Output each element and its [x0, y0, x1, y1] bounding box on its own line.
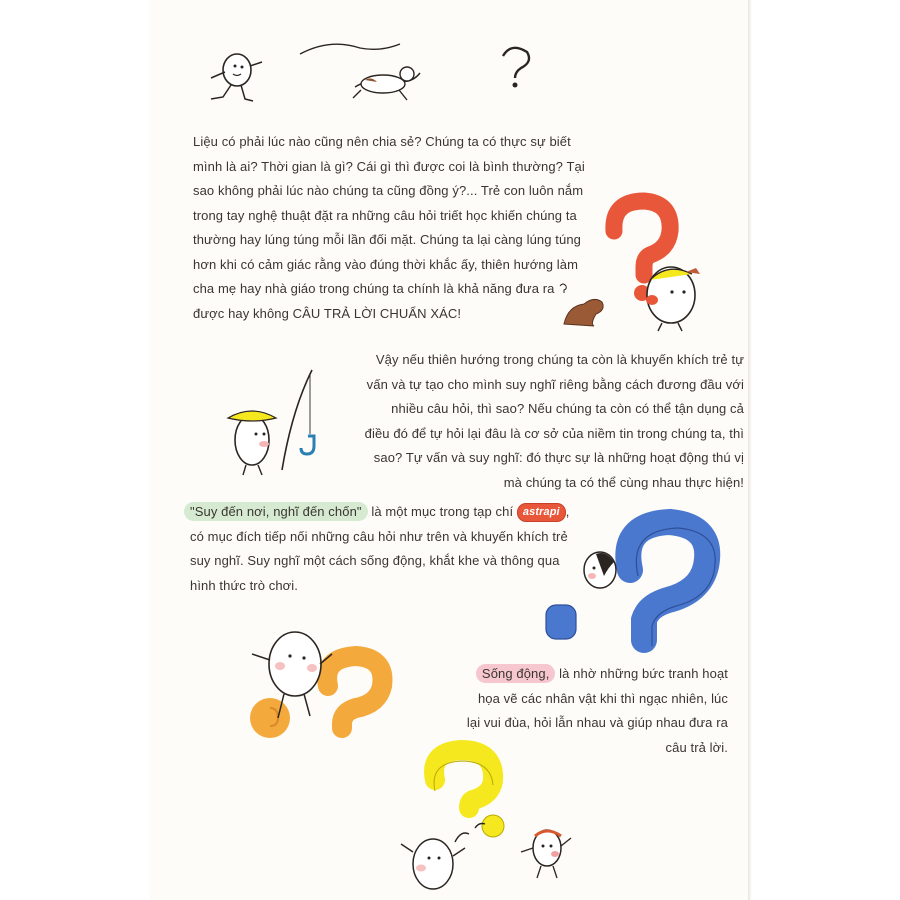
small-question-mark-icon — [493, 42, 538, 90]
astrapi-logo: astrapi — [517, 503, 566, 522]
two-eggs-icon — [395, 812, 575, 900]
paragraph-text: là nhờ những bức tranh hoạt họa vẽ các nhân vật khi thì ngạc nhiên, lúc lại vui đùa, hỏi lẫn nhau và giúp nhau đưa ra câu trả lời. — [466, 666, 728, 755]
second-paragraph: Vậy nếu thiên hướng trong chúng ta còn là khuyến khích trẻ tự vấn và tự tạo cho mình suy nghĩ riêng bằng cách đương đầu với nhiều câu hỏi, thì sao? Nếu chúng ta còn có thể tận dụng cả điều đó để tự hỏi lại đâu là cơ sở của niềm tin trong chúng ta, thì sao? Tự vấn và suy nghĩ: đó thực sự là những hoạt động thú vị mà chúng ta có thể cùng nhau thực hiện! — [364, 352, 744, 490]
intro-paragraph: Liệu có phải lúc nào cũng nên chia sẻ? Chúng ta có thực sự biết mình là ai? Thời gian là gì? Cái gì thì được coi là bình thường? Tại sao không phải lúc nào chúng ta cũng đồng ý?... Trẻ con luôn nắm trong tay nghệ thuật đặt ra những câu hỏi triết học khiến chúng ta thường hay lúng túng mỗi lần đối mặt. Chúng ta lại càng lúng túng hơn khi có cảm giác rằng vào đúng thời khắc ấy, thiên hướng làm cha mẹ hay nhà giáo trong chúng ta chính là khả năng đưa ra được hay không CÂU TRẢ LỜI CHUẨN XÁC! — [193, 134, 585, 321]
magazine-paragraph — [190, 500, 580, 598]
paragraph-text: là một mục trong tạp chí — [367, 504, 517, 519]
paragraph-text: , có mục đích tiếp nối những câu hỏi như trên và khuyến khích trẻ suy nghĩ. Suy nghĩ một cách sống động, khắt khe và thông qua hình thức trò chơi. — [190, 504, 570, 593]
blue-question-mark-icon — [540, 510, 725, 650]
running-egg-icon — [195, 50, 275, 110]
small-dog-icon — [556, 280, 611, 330]
fishing-egg-icon — [222, 362, 332, 482]
lively-highlight: Sống động, — [476, 664, 556, 683]
page-edge — [748, 0, 752, 900]
flying-dog-icon — [295, 42, 470, 107]
egg-with-cap-icon — [636, 250, 716, 335]
orange-question-mark-icon — [240, 620, 405, 745]
section-title-highlight: "Suy đến nơi, nghĩ đến chốn" — [184, 502, 368, 521]
